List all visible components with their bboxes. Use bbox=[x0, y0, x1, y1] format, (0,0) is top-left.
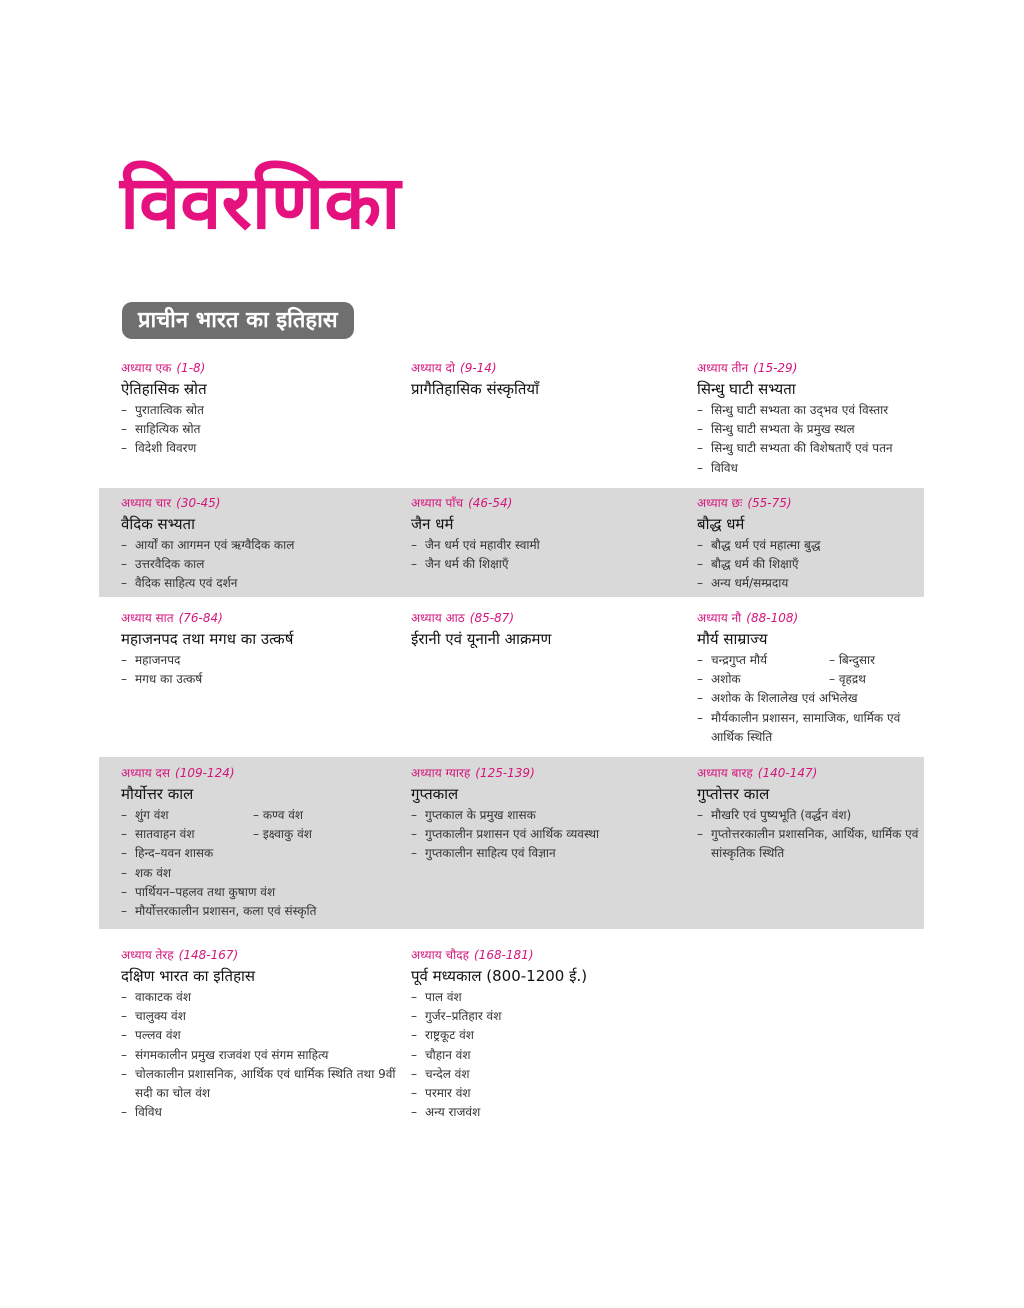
topic-item: – विविध bbox=[697, 459, 927, 478]
chapter-number: अध्याय चार bbox=[121, 496, 172, 510]
chapter-block bbox=[697, 495, 927, 594]
topic-item: – गुर्जर–प्रतिहार वंश bbox=[411, 1007, 691, 1026]
chapter-title: जैन धर्म bbox=[411, 515, 454, 533]
chapter-label bbox=[411, 360, 691, 377]
topic-item: – पार्थियन–पहलव तथा कुषाण वंश bbox=[121, 883, 401, 902]
chapter-page-range: (125-139) bbox=[475, 766, 535, 780]
chapter-title: दक्षिण भारत का इतिहास bbox=[121, 967, 256, 985]
topic-list bbox=[411, 806, 691, 864]
topic-text: – बिन्दुसार bbox=[829, 651, 875, 670]
topic-item: – उत्तरवैदिक काल bbox=[121, 555, 401, 574]
chapter-number: अध्याय पाँच bbox=[411, 496, 464, 510]
chapter-block bbox=[121, 360, 401, 459]
topic-item: – गुप्तकाल के प्रमुख शासक bbox=[411, 806, 691, 825]
topic-text: – शुंग वंश bbox=[135, 808, 169, 822]
chapter-page-range: (1-8) bbox=[176, 361, 206, 375]
chapter-title: वैदिक सभ्यता bbox=[121, 515, 195, 533]
chapter-block bbox=[121, 947, 401, 1122]
chapter-block bbox=[411, 610, 691, 651]
topic-list bbox=[697, 651, 927, 747]
chapter-title: पूर्व मध्यकाल (800-1200 ई.) bbox=[411, 967, 588, 985]
topic-text: – चन्द्रगुप्त मौर्य bbox=[711, 653, 768, 667]
chapter-block bbox=[697, 765, 927, 864]
topic-item: – अन्य राजवंश bbox=[411, 1103, 691, 1122]
chapter-page-range: (55-75) bbox=[747, 496, 792, 510]
chapter-label bbox=[121, 495, 401, 512]
topic-item: – सिन्धु घाटी सभ्यता की विशेषताएँ एवं पतन bbox=[697, 439, 927, 458]
chapter-block bbox=[411, 360, 691, 401]
chapter-title: ऐतिहासिक स्रोत bbox=[121, 380, 207, 398]
topic-list bbox=[121, 536, 401, 594]
topic-pair bbox=[135, 806, 401, 825]
chapter-block bbox=[121, 495, 401, 594]
chapter-label bbox=[697, 495, 927, 512]
topic-item: – हिन्द–यवन शासक bbox=[121, 844, 401, 863]
chapter-number: अध्याय चौदह bbox=[411, 948, 469, 962]
topic-item: – सिन्धु घाटी सभ्यता का उद्‌भव एवं विस्तार bbox=[697, 401, 927, 420]
chapter-page-range: (85-87) bbox=[469, 611, 514, 625]
topic-item: – विविध bbox=[121, 1103, 401, 1122]
chapter-block bbox=[697, 360, 927, 478]
topic-item bbox=[697, 670, 927, 689]
chapter-number: अध्याय दो bbox=[411, 361, 456, 375]
chapter-number: अध्याय तीन bbox=[697, 361, 749, 375]
topic-item: – अशोक के शिलालेख एवं अभिलेख bbox=[697, 689, 927, 708]
topic-item bbox=[697, 651, 927, 670]
topic-item: – मौर्यकालीन प्रशासन, सामाजिक, धार्मिक एवं आर्थिक स्थिति bbox=[697, 709, 927, 747]
topic-item: – साहित्यिक स्रोत bbox=[121, 420, 401, 439]
topic-item: – राष्ट्रकूट वंश bbox=[411, 1026, 691, 1045]
chapter-title: मौर्य साम्राज्य bbox=[697, 630, 768, 648]
topic-item: – बौद्ध धर्म एवं महात्मा बुद्ध bbox=[697, 536, 927, 555]
topic-pair bbox=[135, 825, 401, 844]
chapter-page-range: (88-108) bbox=[746, 611, 799, 625]
chapter-block bbox=[121, 610, 401, 689]
topic-item: – चालुक्य वंश bbox=[121, 1007, 401, 1026]
topic-list bbox=[121, 806, 401, 921]
topic-item: – गुप्तोत्तरकालीन प्रशासनिक, आर्थिक, धार्मिक एवं सांस्कृतिक स्थिति bbox=[697, 825, 927, 863]
topic-text: – वृहद्रथ bbox=[829, 670, 866, 689]
chapter-block bbox=[697, 610, 927, 747]
chapter-label bbox=[697, 610, 927, 627]
chapter-page-range: (140-147) bbox=[757, 766, 818, 780]
topic-item: – मौर्योत्तरकालीन प्रशासन, कला एवं संस्कृति bbox=[121, 902, 401, 921]
chapter-label bbox=[411, 947, 691, 964]
topic-text: – इक्ष्वाकु वंश bbox=[253, 825, 312, 844]
chapter-label bbox=[121, 947, 401, 964]
topic-item: – महाजनपद bbox=[121, 651, 401, 670]
topic-item: – मौखरि एवं पुष्यभूति (वर्द्धन वंश) bbox=[697, 806, 927, 825]
topic-item: – चौहान वंश bbox=[411, 1046, 691, 1065]
section-heading: प्राचीन भारत का इतिहास bbox=[122, 302, 354, 339]
topic-item bbox=[121, 806, 401, 825]
chapter-page-range: (168-181) bbox=[474, 948, 534, 962]
chapter-block bbox=[411, 765, 691, 864]
topic-list bbox=[697, 806, 927, 864]
topic-list bbox=[121, 651, 401, 689]
chapter-label bbox=[121, 610, 401, 627]
topic-list bbox=[697, 536, 927, 594]
chapter-number: अध्याय एक bbox=[121, 361, 172, 375]
topic-text: – अशोक bbox=[711, 672, 741, 687]
chapter-label bbox=[411, 765, 691, 782]
chapter-title: बौद्ध धर्म bbox=[697, 515, 745, 533]
chapter-page-range: (9-14) bbox=[460, 361, 497, 375]
chapter-number: अध्याय आठ bbox=[411, 611, 465, 625]
topic-item: – शक वंश bbox=[121, 864, 401, 883]
topic-item: – जैन धर्म की शिक्षाएँ bbox=[411, 555, 691, 574]
topic-item: – बौद्ध धर्म की शिक्षाएँ bbox=[697, 555, 927, 574]
page-title: विवरणिका bbox=[120, 160, 401, 246]
topic-item: – पुरातात्विक स्रोत bbox=[121, 401, 401, 420]
topic-item: – मगध का उत्कर्ष bbox=[121, 670, 401, 689]
chapter-label bbox=[411, 610, 691, 627]
topic-pair bbox=[711, 651, 927, 670]
chapter-title: सिन्धु घाटी सभ्यता bbox=[697, 380, 796, 398]
chapter-label bbox=[121, 360, 401, 377]
chapter-title: ईरानी एवं यूनानी आक्रमण bbox=[411, 630, 552, 648]
topic-text: – कण्व वंश bbox=[253, 806, 303, 825]
topic-item: – सिन्धु घाटी सभ्यता के प्रमुख स्थल bbox=[697, 420, 927, 439]
topic-item: – चोलकालीन प्रशासनिक, आर्थिक एवं धार्मिक स्थिति तथा 9वीं सदी का चोल वंश bbox=[121, 1065, 401, 1103]
chapter-number: अध्याय ग्यारह bbox=[411, 766, 471, 780]
chapter-label bbox=[697, 765, 927, 782]
topic-item: – पल्लव वंश bbox=[121, 1026, 401, 1045]
topic-list bbox=[121, 401, 401, 459]
topic-list bbox=[697, 401, 927, 478]
chapter-page-range: (109-124) bbox=[175, 766, 235, 780]
topic-item: – अन्य धर्म/सम्प्रदाय bbox=[697, 574, 927, 593]
chapter-block bbox=[121, 765, 401, 921]
topic-item bbox=[121, 825, 401, 844]
chapter-page-range: (15-29) bbox=[753, 361, 798, 375]
chapter-title: गुप्तकाल bbox=[411, 785, 459, 803]
chapter-page-range: (148-167) bbox=[178, 948, 239, 962]
chapter-title: मौर्योत्तर काल bbox=[121, 785, 194, 803]
topic-item: – पाल वंश bbox=[411, 988, 691, 1007]
topic-item: – आर्यों का आगमन एवं ऋग्वैदिक काल bbox=[121, 536, 401, 555]
chapter-number: अध्याय दस bbox=[121, 766, 171, 780]
chapter-label bbox=[411, 495, 691, 512]
chapter-page-range: (46-54) bbox=[468, 496, 513, 510]
topic-item: – परमार वंश bbox=[411, 1084, 691, 1103]
topic-item: – संगमकालीन प्रमुख राजवंश एवं संगम साहित्य bbox=[121, 1046, 401, 1065]
topic-item: – चन्देल वंश bbox=[411, 1065, 691, 1084]
chapter-page-range: (76-84) bbox=[178, 611, 223, 625]
chapter-title: प्रागैतिहासिक संस्कृतियाँ bbox=[411, 380, 539, 398]
topic-list bbox=[411, 988, 691, 1122]
chapter-page-range: (30-45) bbox=[176, 496, 221, 510]
chapter-label bbox=[697, 360, 927, 377]
topic-item: – जैन धर्म एवं महावीर स्वामी bbox=[411, 536, 691, 555]
chapter-label bbox=[121, 765, 401, 782]
topic-item: – गुप्तकालीन प्रशासन एवं आर्थिक व्यवस्था bbox=[411, 825, 691, 844]
chapter-number: अध्याय तेरह bbox=[121, 948, 174, 962]
topic-item: – विदेशी विवरण bbox=[121, 439, 401, 458]
topic-list bbox=[121, 988, 401, 1122]
chapter-number: अध्याय बारह bbox=[697, 766, 753, 780]
chapter-title: गुप्तोत्तर काल bbox=[697, 785, 770, 803]
topic-list bbox=[411, 536, 691, 574]
topic-item: – वाकाटक वंश bbox=[121, 988, 401, 1007]
chapter-block bbox=[411, 947, 691, 1122]
chapter-number: अध्याय नौ bbox=[697, 611, 742, 625]
topic-pair bbox=[711, 670, 927, 689]
chapter-number: अध्याय सात bbox=[121, 611, 174, 625]
topic-item: – गुप्तकालीन साहित्य एवं विज्ञान bbox=[411, 844, 691, 863]
chapter-title: महाजनपद तथा मगध का उत्कर्ष bbox=[121, 630, 294, 648]
topic-item: – वैदिक साहित्य एवं दर्शन bbox=[121, 574, 401, 593]
chapter-block bbox=[411, 495, 691, 574]
chapter-number: अध्याय छः bbox=[697, 496, 743, 510]
topic-text: – सातवाहन वंश bbox=[135, 827, 195, 842]
